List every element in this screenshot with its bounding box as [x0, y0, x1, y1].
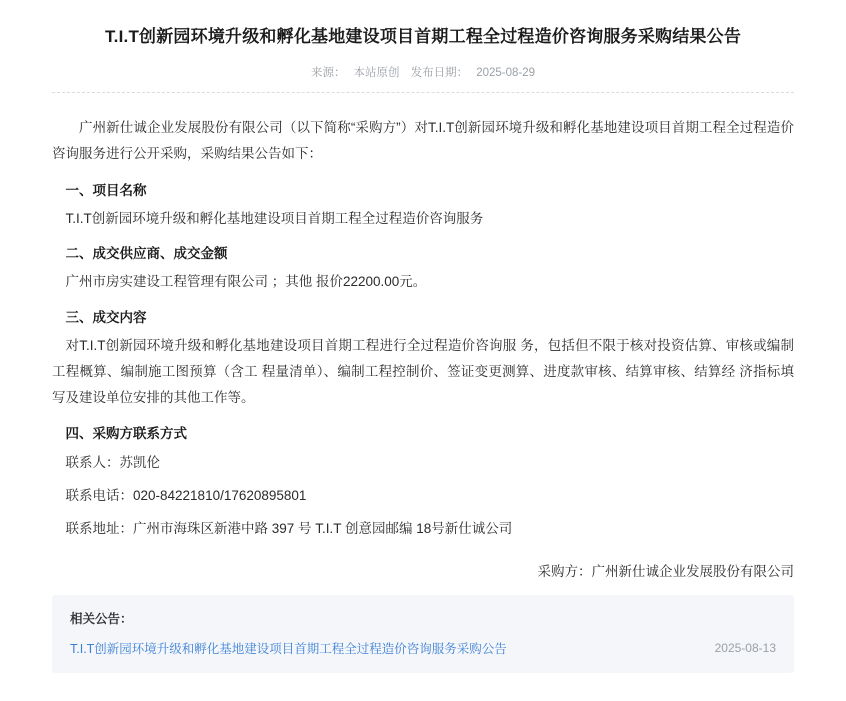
- contact-person: 联系人：苏凯伦: [65, 454, 160, 470]
- section-heading-3: 三、成交内容: [65, 309, 147, 325]
- signature-buyer: 采购方：广州新仕诚企业发展股份有限公司: [537, 563, 794, 579]
- section-body-1: T.I.T创新园环境升级和孵化基地建设项目首期工程全过程造价咨询服务: [65, 211, 484, 227]
- page-title: T.I.T创新园环境升级和孵化基地建设项目首期工程全过程造价咨询服务采购结果公告: [104, 27, 742, 46]
- section-body-2: 广州市房实建设工程管理有限公司 ；其他 报价22200.00元。: [65, 274, 427, 290]
- related-title: 相关公告：: [70, 612, 133, 626]
- date-label: 发布日期：: [410, 66, 469, 79]
- contact-address: 联系地址：广州市海珠区新港中路 397 号 T.I.T 创意园邮编 18号新仕诚公司: [65, 520, 513, 536]
- source-value: 本站原创: [353, 66, 400, 79]
- contact-phone: 联系电话：020-84221810/17620895801: [65, 487, 307, 503]
- list-item[interactable]: [70, 639, 776, 657]
- document-body: [0, 93, 846, 616]
- section-body-3: 对T.I.T创新园环境升级和孵化基地建设项目首期工程进行全过程造价咨询服 务，包括但不限于核对投资估算、审核或编制工程概算、编制施工图预算（含工 程量清单）、编制工程控制价、签证变更测算、进度款审核、结算审核、结算经 济指标填写及建设单位安排的其他工作等。: [52, 337, 794, 406]
- document-meta: [0, 50, 846, 92]
- related-announcements-panel: [52, 595, 794, 673]
- section-heading-4: 四、采购方联系方式: [65, 425, 187, 441]
- source-label: 来源：: [310, 66, 346, 79]
- related-date: 2025-08-13: [714, 641, 776, 655]
- section-heading-2: 二、成交供应商、成交金额: [65, 246, 228, 262]
- date-value: 2025-08-29: [476, 66, 536, 79]
- section-heading-1: 一、项目名称: [65, 183, 147, 199]
- related-link[interactable]: T.I.T创新园环境升级和孵化基地建设项目首期工程全过程造价咨询服务采购公告: [70, 642, 507, 656]
- intro-paragraph: 广州新仕诚企业发展股份有限公司（以下简称“采购方”）对T.I.T创新园环境升级和孵化基地建设项目首期工程全过程造价咨询服务进行公开采购，采购结果公告如下：: [52, 119, 794, 161]
